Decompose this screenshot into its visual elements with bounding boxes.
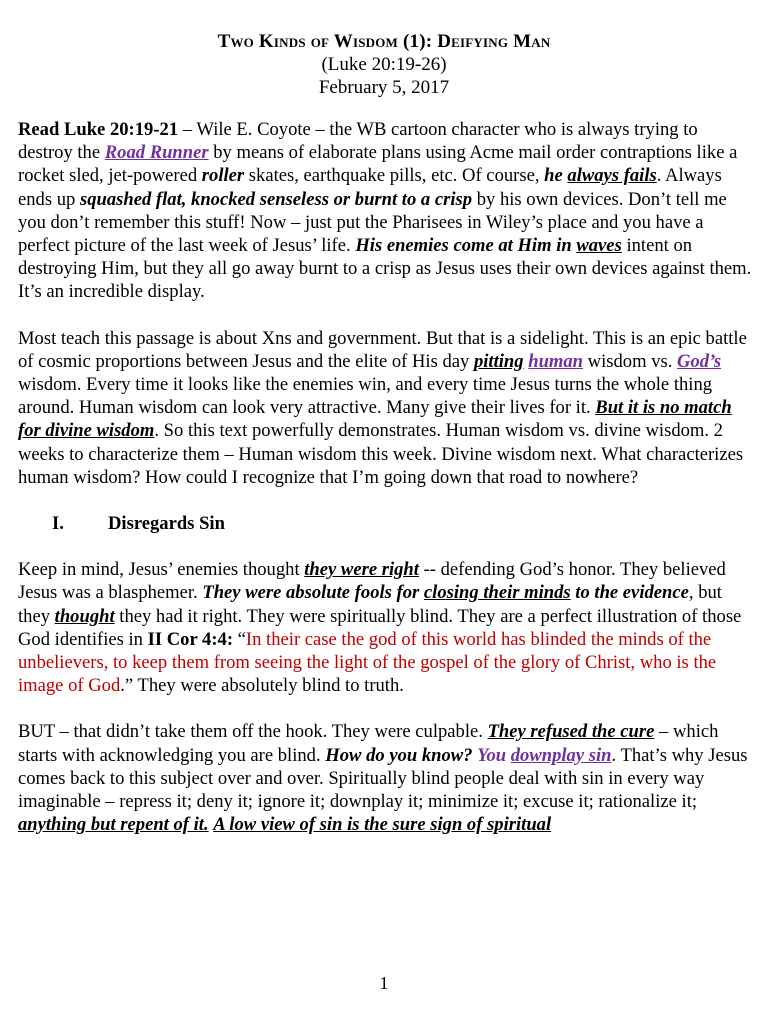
evidence-emphasis: to the evidence bbox=[570, 582, 689, 604]
text-run: – Wile E. Coyote – the WB cartoon character who is always trying to destroy the bbox=[18, 119, 698, 164]
section-number: I. bbox=[52, 513, 64, 535]
pitting-emphasis: pitting bbox=[473, 350, 524, 372]
text-run: , but they bbox=[18, 582, 722, 627]
low-view-emphasis: A low view of sin is the sure sign of spiritual bbox=[213, 814, 552, 836]
no-match-emphasis: But it is no match for divine wisdom bbox=[18, 397, 732, 442]
paragraph-culpable bbox=[18, 720, 753, 836]
text-run: “ bbox=[233, 628, 246, 650]
text-run: . Always ends up bbox=[18, 165, 722, 210]
paragraph-intro bbox=[18, 118, 753, 304]
text-run: wisdom vs. bbox=[583, 350, 678, 372]
section-title: Disregards Sin bbox=[108, 513, 225, 535]
you-emphasis: You bbox=[477, 744, 511, 766]
text-run: – which starts with acknowledging you are blind. bbox=[18, 721, 719, 766]
sermon-date: February 5, 2017 bbox=[318, 77, 450, 98]
section-heading bbox=[18, 512, 753, 535]
text-run: intent on destroying Him, but they all go away burnt to a crisp as Jesus uses their own devices against them. It’s an incredible display. bbox=[18, 235, 752, 303]
text-run: . That’s why Jesus comes back to this subject over and over. Spiritually blind people deal with sin in every way imaginable – repress it; deny it; ignore it; downplay it; minimize it; excuse it; rationalize it; bbox=[18, 744, 748, 813]
title-block bbox=[0, 30, 768, 99]
how-do-you-know-emphasis: How do you know? bbox=[325, 744, 473, 766]
text-run: skates, earthquake pills, etc. Of course, bbox=[244, 165, 545, 187]
roller-emphasis: roller bbox=[201, 165, 245, 187]
closing-minds-emphasis: closing their minds bbox=[423, 582, 571, 604]
paragraph-wisdom bbox=[18, 327, 753, 489]
text-run: wisdom. Every time it looks like the enemies win, and every time Jesus turns the whole thing around. Human wisdom can look very attractive. Many give their lives for it. bbox=[18, 374, 713, 419]
thought-emphasis: thought bbox=[54, 605, 115, 627]
they-were-right-emphasis: they were right bbox=[304, 559, 419, 581]
text-run: BUT – that didn’t take them off the hook. They were culpable. bbox=[18, 721, 488, 743]
read-instruction: Read Luke 20:19-21 bbox=[18, 119, 179, 140]
squashed-emphasis: squashed flat, knocked senseless or burnt to a crisp bbox=[79, 188, 473, 210]
refused-cure-emphasis: They refused the cure bbox=[487, 721, 655, 743]
text-run: -- defending God’s honor. They believed Jesus was a blasphemer. bbox=[18, 559, 726, 604]
gods-emphasis: God’s bbox=[677, 350, 722, 372]
text-run: Keep in mind, Jesus’ enemies thought bbox=[18, 559, 305, 581]
text-run: by his own devices. Don’t tell me you don’t remember this stuff! Now – just put the Pharisees in Wiley’s place and you have a perfect picture of the last week of Jesus’ life. bbox=[18, 188, 727, 257]
fools-emphasis: They were absolute fools for bbox=[202, 582, 424, 604]
scripture-citation: II Cor 4:4: bbox=[147, 628, 234, 650]
always-fails-emphasis: always fails bbox=[567, 165, 657, 187]
text-run: they had it right. They were spiritually blind. They are a perfect illustration of those God identifies in bbox=[18, 605, 742, 650]
text-run: . So this text powerfully demonstrates. Human wisdom vs. divine wisdom. 2 weeks to characterize them – Human wisdom this week. Divine wisdom next. What characterizes human wisdom? How could I recognize that I’m going down that road to nowhere? bbox=[18, 420, 744, 488]
scripture-reference: (Luke 20:19-26) bbox=[321, 54, 447, 75]
paragraph-blindness bbox=[18, 558, 753, 697]
enemies-emphasis: His enemies come at Him in bbox=[355, 235, 577, 257]
document-body bbox=[18, 118, 753, 859]
text-run: by means of elaborate plans using Acme mail order contraptions like a rocket sled, jet-powered bbox=[18, 142, 738, 187]
text-run: .” They were absolutely blind to truth. bbox=[120, 675, 404, 697]
road-runner-emphasis: Road Runner bbox=[104, 142, 209, 164]
human-emphasis: human bbox=[528, 350, 584, 372]
scripture-quote: In their case the god of this world has blinded the minds of the unbelievers, to keep them from seeing the light of the gospel of the glory of Christ, who is the image of God bbox=[18, 628, 717, 697]
repent-emphasis: anything but repent of it. bbox=[18, 814, 209, 836]
he-emphasis: he bbox=[544, 165, 563, 187]
page-number: 1 bbox=[379, 973, 389, 993]
sermon-title: Two Kinds of Wisdom (1): Deifying Man bbox=[217, 31, 551, 52]
waves-emphasis: waves bbox=[576, 235, 622, 257]
text-run: Most teach this passage is about Xns and government. But that is a sidelight. This is an epic battle of cosmic proportions between Jesus and the elite of His day bbox=[18, 327, 747, 372]
downplay-sin-emphasis: downplay sin bbox=[510, 744, 612, 766]
